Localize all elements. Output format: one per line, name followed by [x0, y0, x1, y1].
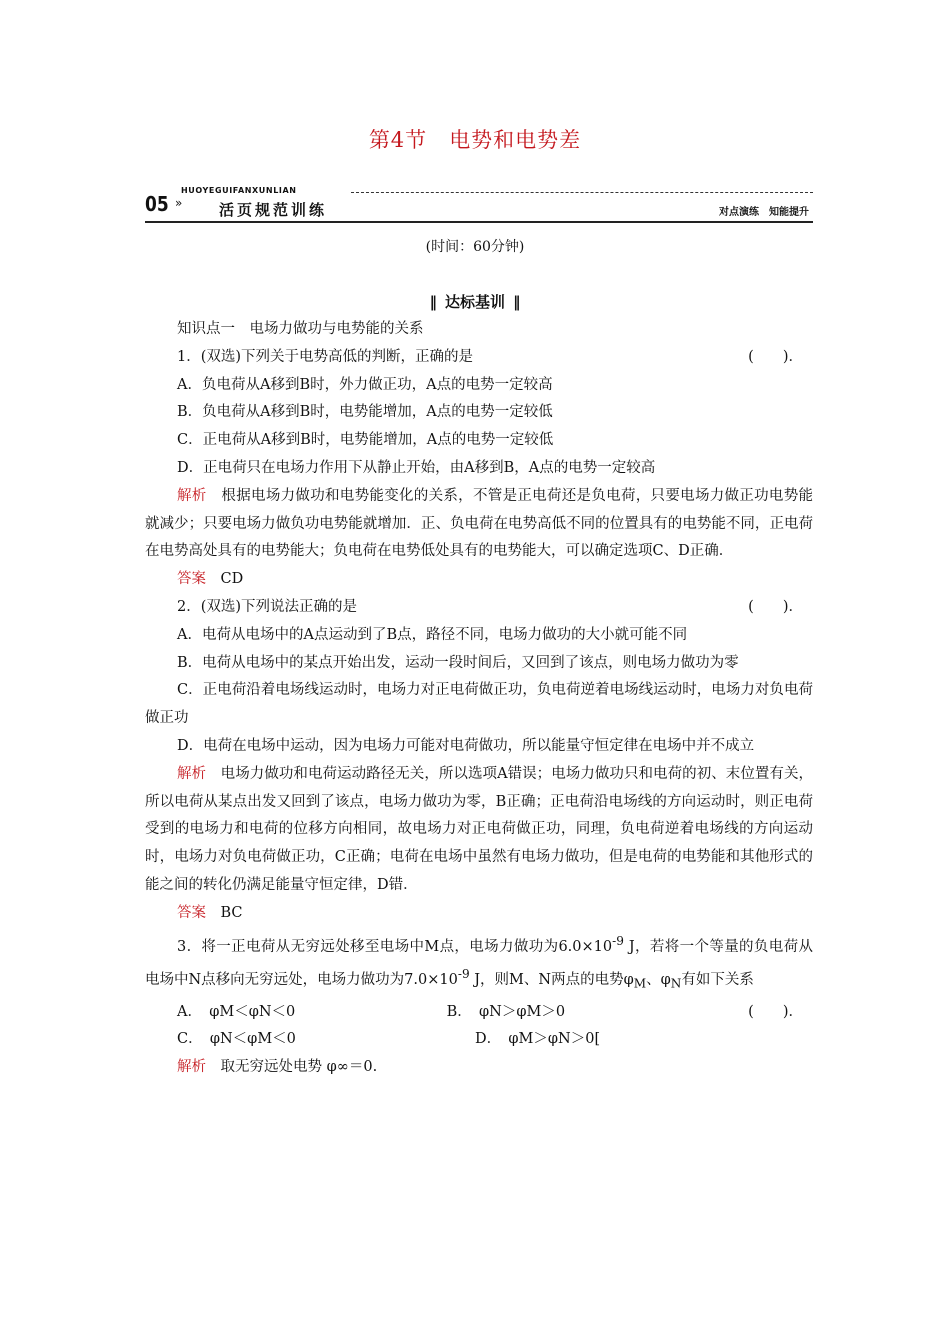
section-label: 达标基训: [444, 293, 505, 311]
q1-answer-value: CD: [220, 571, 244, 588]
knowledge-point: 知识点一 电场力做功与电势能的关系: [177, 321, 424, 337]
exercise-banner: [145, 186, 813, 226]
q2-answer-label: 答案: [177, 904, 206, 921]
q3-options-row-2: [145, 1026, 813, 1054]
q1-option-b: B．负电荷从A移到B时，电势能增加，A点的电势一定较低: [177, 404, 553, 421]
q3-stem-part5: 有如下关系: [681, 971, 754, 988]
q1-analysis-label: 解析: [177, 487, 207, 504]
q3-answer-blank: ( )．: [748, 1003, 803, 1020]
section-header: [0, 291, 950, 312]
q1-answer: [145, 566, 813, 594]
chevron-icon: »: [175, 196, 183, 210]
section-number: 第4节: [368, 128, 428, 152]
q2-analysis: [145, 761, 813, 900]
q1-answer-blank: ( )．: [748, 348, 803, 365]
section-topic: 电势和电势差: [449, 128, 582, 152]
q1-option-a: A．负电荷从A移到B时，外力做正功，A点的电势一定较高: [177, 376, 553, 393]
time-note: (时间：60分钟): [425, 239, 525, 255]
q3-stem-part4: 、φ: [646, 971, 671, 988]
q3-option-c: C． φN＜φM＜0: [177, 1031, 296, 1048]
q3-stem-part2: J，若将一个等量的负电荷从电场中N点移向无穷远处，电场力做功为7.0×10: [145, 938, 814, 988]
q3-options-row-1: [145, 999, 716, 1027]
q2-option-d: D．电荷在电场中运动，因为电场力可能对电荷做功，所以能量守恒定律在电场中并不成立: [177, 737, 755, 754]
q3-subscript-n: N: [670, 976, 682, 991]
q3-stem-part3: J，则M、N两点的电势φ: [469, 971, 634, 988]
banner-pinyin: HUOYEGUIFANXUNLIAN: [181, 186, 297, 195]
q2-answer: [145, 900, 813, 928]
q1-answer-label: 答案: [177, 571, 206, 588]
q3-analysis-text: 取无穷远处电势 φ∞＝0.: [220, 1059, 378, 1076]
q3-option-a: A． φM＜φN＜0: [177, 1003, 296, 1020]
q1-stem-line: [145, 344, 813, 372]
q2-analysis-label: 解析: [177, 765, 207, 782]
q2-analysis-text: 电场力做功和电荷运动路径无关，所以选项A错误；电场力做功只和电荷的初、末位置有关，所以电荷从某点出发又回到了该点，电场力做功为零，B正确；正电荷沿电场线的方向运动时，则正电荷受到的电场力和电荷的位移方向相同，故电场力对正电荷做正功，同理，负电荷逆着电场线的方向运动时，电场力对负电荷做正功，C正确；电荷在电场中虽然有电场力做功，但是电荷的电势能和其他形式的能之间的转化仍满足能量守恒定律，D错．: [145, 765, 814, 893]
q2-option-a: A．电荷从电场中的A点运动到了B点，路径不同，电场力做功的大小就可能不同: [177, 626, 688, 643]
q3-option-d: D． φM＞φN＞0[: [475, 1031, 601, 1048]
q3-analysis: [145, 1054, 813, 1082]
q2-option-c: C．正电荷沿着电场线运动时，电场力对正电荷做正功，负电荷逆着电场线运动时，电场力对负电荷做正功: [145, 682, 813, 727]
banner-rule: [145, 221, 813, 223]
banner-number: 05: [145, 192, 169, 216]
q3-option-b: B． φN＞φM＞0: [446, 1003, 566, 1020]
page-title: [0, 124, 950, 154]
q3-stem-part1: 3．将一正电荷从无穷远处移至电场中M点，电场力做功为6.0×10: [177, 938, 613, 955]
q1-stem: 1．(双选)下列关于电势高低的判断，正确的是: [177, 348, 474, 365]
q3-exponent-2: -9: [457, 967, 470, 982]
q3-subscript-m: M: [633, 976, 647, 991]
q2-answer-blank: ( )．: [748, 598, 803, 615]
banner-tag-improve: 知能提升: [769, 207, 809, 218]
q2-answer-value: BC: [220, 904, 243, 921]
banner-dashed-rule: [351, 192, 813, 193]
banner-tag-practice: 对点演练: [719, 207, 759, 218]
q2-option-b: B．电荷从电场中的某点开始出发，运动一段时间后，又回到了该点，则电场力做功为零: [177, 654, 739, 671]
q1-analysis-text: 根据电场力做功和电势能变化的关系，不管是正电荷还是负电荷，只要电场力做正功电势能就减少；只要电场力做负功电势能就增加．正、负电荷在电势高低不同的位置具有的电势能不同，正电荷在电势高处具有的电势能大；负电荷在电势低处具有的电势能大，可以确定选项C、D正确．: [145, 487, 814, 560]
q1-option-c: C．正电荷从A移到B时，电势能增加，A点的电势一定较低: [177, 432, 554, 449]
content: [145, 316, 813, 1082]
q2-stem-line: [145, 594, 813, 622]
banner-title: 活页规范训练: [219, 201, 328, 219]
q2-stem: 2．(双选)下列说法正确的是: [177, 598, 358, 615]
section-bar-right: ‖: [513, 293, 521, 311]
q1-option-d: D．正电荷只在电场力作用下从静止开始，由A移到B，A点的电势一定较高: [177, 459, 656, 476]
q1-analysis: [145, 483, 813, 566]
q3-analysis-label: 解析: [177, 1059, 206, 1076]
q3-exponent-1: -9: [612, 933, 624, 948]
banner-tags: [719, 203, 809, 218]
section-bar-left: ‖: [429, 293, 437, 311]
